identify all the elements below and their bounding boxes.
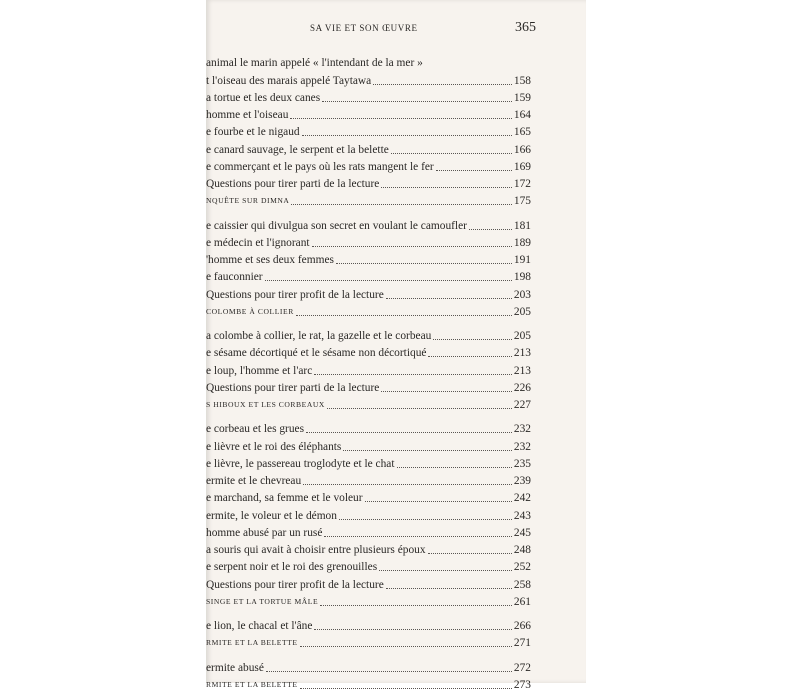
dot-leader <box>336 262 512 264</box>
toc-entry <box>206 122 531 139</box>
toc-entry-page: 213 <box>513 364 531 377</box>
toc-entry-title: homme et l'oiseau <box>206 109 289 121</box>
dot-leader <box>397 466 512 468</box>
toc-section-heading <box>206 191 531 208</box>
toc-entry-page: 159 <box>513 91 531 104</box>
toc-entry <box>206 540 531 557</box>
toc-entry <box>206 174 531 191</box>
dot-leader <box>290 117 512 119</box>
toc-entry <box>206 419 531 436</box>
dot-leader <box>265 279 512 281</box>
toc-entry-page: 205 <box>513 330 531 342</box>
toc-entry <box>206 326 531 343</box>
toc-entry <box>206 343 531 360</box>
toc-entry-page: 226 <box>513 381 531 394</box>
toc-entry-page: 175 <box>513 195 531 208</box>
toc-entry-page: 272 <box>513 661 531 674</box>
toc-section-title: COLOMBE À COLLIER <box>206 306 294 316</box>
toc-section-heading <box>206 633 531 650</box>
toc-entry <box>206 616 531 633</box>
toc-entry-title: a tortue et les deux canes <box>206 91 321 104</box>
toc-entry <box>206 139 531 156</box>
toc-entry <box>206 215 531 232</box>
book-page <box>206 0 586 691</box>
toc-section-title: NQUÊTE SUR DIMNA <box>206 196 290 206</box>
toc-entry-title: e caissier qui divulgua son secret en voulant le camoufler <box>206 219 467 232</box>
toc-entry-page: 242 <box>513 492 531 505</box>
toc-entry-title: e loup, l'homme et l'arc <box>206 364 313 377</box>
running-title: SA VIE ET SON ŒUVRE <box>310 23 418 33</box>
toc-entry <box>206 505 531 522</box>
toc-entry-title: e sésame décortiqué et le sésame non décortiqué <box>206 347 427 360</box>
toc-section-heading <box>206 675 531 692</box>
toc-entry-page: 164 <box>513 109 531 121</box>
toc-entry <box>206 471 531 488</box>
toc-entry <box>206 557 531 574</box>
toc-entry-title: a souris qui avait à choisir entre plusieurs époux <box>206 544 426 556</box>
toc-entry-page: 191 <box>513 254 531 266</box>
toc-entry-title: e lièvre, le passereau troglodyte et le chat <box>206 457 395 470</box>
dot-leader <box>365 500 512 502</box>
toc-entry-title: Questions pour tirer profit de la lecture <box>206 288 384 301</box>
dot-leader <box>433 338 512 340</box>
toc-entry-page: 273 <box>513 678 531 691</box>
dot-leader <box>386 297 512 299</box>
dot-leader <box>300 687 512 689</box>
dot-leader <box>381 390 512 392</box>
dot-leader <box>381 186 512 188</box>
toc-section-heading <box>206 592 531 609</box>
toc-entry-page: 205 <box>513 305 531 318</box>
toc-entry-title: e serpent noir et le roi des grenouilles <box>206 561 378 574</box>
dot-leader <box>303 483 512 485</box>
toc-entry-title: a colombe à collier, le rat, la gazelle et le corbeau <box>206 330 432 342</box>
toc-entry <box>206 70 531 87</box>
toc-entry-page: 181 <box>513 219 531 232</box>
toc-section-heading <box>206 395 531 412</box>
toc-entry <box>206 454 531 471</box>
dot-leader <box>320 604 512 606</box>
toc-entry-page: 266 <box>513 620 531 632</box>
toc-entry <box>206 284 531 301</box>
dot-leader <box>324 535 512 537</box>
toc-entry-title: e commerçant et le pays où les rats mangent le fer <box>206 160 434 173</box>
toc-section-heading <box>206 302 531 319</box>
toc-entry-page: 158 <box>513 74 531 87</box>
toc-section-title: RMITE ET LA BELETTE <box>206 638 298 648</box>
toc-entry <box>206 657 531 674</box>
toc-entry-title: ermite, le voleur et le démon <box>206 509 337 522</box>
toc-entry-page: 169 <box>513 160 531 173</box>
table-of-contents <box>206 53 586 692</box>
dot-leader <box>391 152 512 154</box>
toc-entry <box>206 378 531 395</box>
dot-leader <box>425 66 529 67</box>
dot-leader <box>300 645 512 647</box>
toc-entry-page: 203 <box>513 288 531 301</box>
toc-entry-title: ermite et le chevreau <box>206 475 302 487</box>
toc-entry <box>206 523 531 540</box>
dot-leader <box>302 134 512 136</box>
dot-leader <box>306 431 512 433</box>
dot-leader <box>266 670 512 672</box>
toc-entry-page: 252 <box>513 561 531 574</box>
dot-leader <box>327 407 512 409</box>
toc-entry-title: e fauconnier <box>206 271 263 284</box>
toc-entry <box>206 250 531 267</box>
toc-entry-page: 235 <box>513 457 531 470</box>
running-header <box>206 22 586 42</box>
toc-entry-page: 165 <box>513 126 531 139</box>
toc-entry-title: e canard sauvage, le serpent et la belette <box>206 143 389 156</box>
dot-leader <box>314 628 511 630</box>
toc-entry <box>206 105 531 122</box>
toc-entry <box>206 233 531 250</box>
dot-leader <box>428 355 511 357</box>
toc-entry-page: 198 <box>513 271 531 284</box>
toc-entry <box>206 88 531 105</box>
toc-entry-title: animal le marin appelé « l'intendant de la mer » <box>206 57 423 70</box>
dot-leader <box>343 449 512 451</box>
dot-leader <box>373 83 512 85</box>
toc-entry <box>206 157 531 174</box>
dot-leader <box>291 203 511 205</box>
dot-leader <box>312 245 512 247</box>
toc-entry-page: 245 <box>513 526 531 539</box>
toc-entry-page: 248 <box>513 544 531 556</box>
toc-entry <box>206 488 531 505</box>
toc-entry-page: 166 <box>513 143 531 156</box>
dot-leader <box>379 569 512 571</box>
toc-section-title: SINGE ET LA TORTUE MÂLE <box>206 596 319 606</box>
toc-entry-page: 232 <box>513 440 531 453</box>
toc-entry-title: Questions pour tirer parti de la lecture <box>206 178 380 190</box>
dot-leader <box>314 373 512 375</box>
toc-entry-page: 239 <box>513 475 531 487</box>
toc-entry <box>206 436 531 453</box>
toc-entry <box>206 267 531 284</box>
toc-entry-title: e fourbe et le nigaud <box>206 126 300 139</box>
toc-entry-title: 'homme et ses deux femmes <box>206 254 334 266</box>
toc-entry-title: e corbeau et les grues <box>206 423 305 436</box>
page-number: 365 <box>515 20 536 35</box>
toc-entry-title: homme abusé par un rusé <box>206 526 323 539</box>
toc-entry-page: 258 <box>513 578 531 591</box>
dot-leader <box>339 518 512 520</box>
toc-entry-title: e lièvre et le roi des éléphants <box>206 440 342 453</box>
toc-entry-title: e marchand, sa femme et le voleur <box>206 492 363 505</box>
toc-entry <box>206 360 531 377</box>
toc-entry <box>206 574 531 591</box>
dot-leader <box>296 314 512 316</box>
toc-entry-title: Questions pour tirer profit de la lecture <box>206 578 384 591</box>
dot-leader <box>469 228 512 230</box>
toc-entry-page: 243 <box>513 509 531 522</box>
toc-section-title: RMITE ET LA BELETTE <box>206 679 298 689</box>
toc-entry-title: Questions pour tirer parti de la lecture <box>206 381 380 394</box>
toc-entry-title: e lion, le chacal et l'âne <box>206 620 313 632</box>
toc-entry-title: t l'oiseau des marais appelé Taytawa <box>206 74 372 87</box>
toc-entry-page: 271 <box>513 637 531 650</box>
toc-entry-title: ermite abusé <box>206 661 264 674</box>
dot-leader <box>428 552 512 554</box>
toc-entry-title: e médecin et l'ignorant <box>206 236 310 249</box>
toc-entry-page: 189 <box>513 236 531 249</box>
toc-entry-page: 232 <box>513 423 531 436</box>
toc-entry-page: 227 <box>513 399 531 411</box>
toc-section-title: S HIBOUX ET LES CORBEAUX <box>206 400 325 409</box>
toc-entry-page: 172 <box>513 178 531 190</box>
dot-leader <box>322 100 512 102</box>
toc-entry <box>206 53 531 70</box>
toc-entry-page: 261 <box>513 595 531 608</box>
dot-leader <box>386 587 512 589</box>
dot-leader <box>436 169 512 171</box>
toc-entry-page: 213 <box>513 347 531 360</box>
